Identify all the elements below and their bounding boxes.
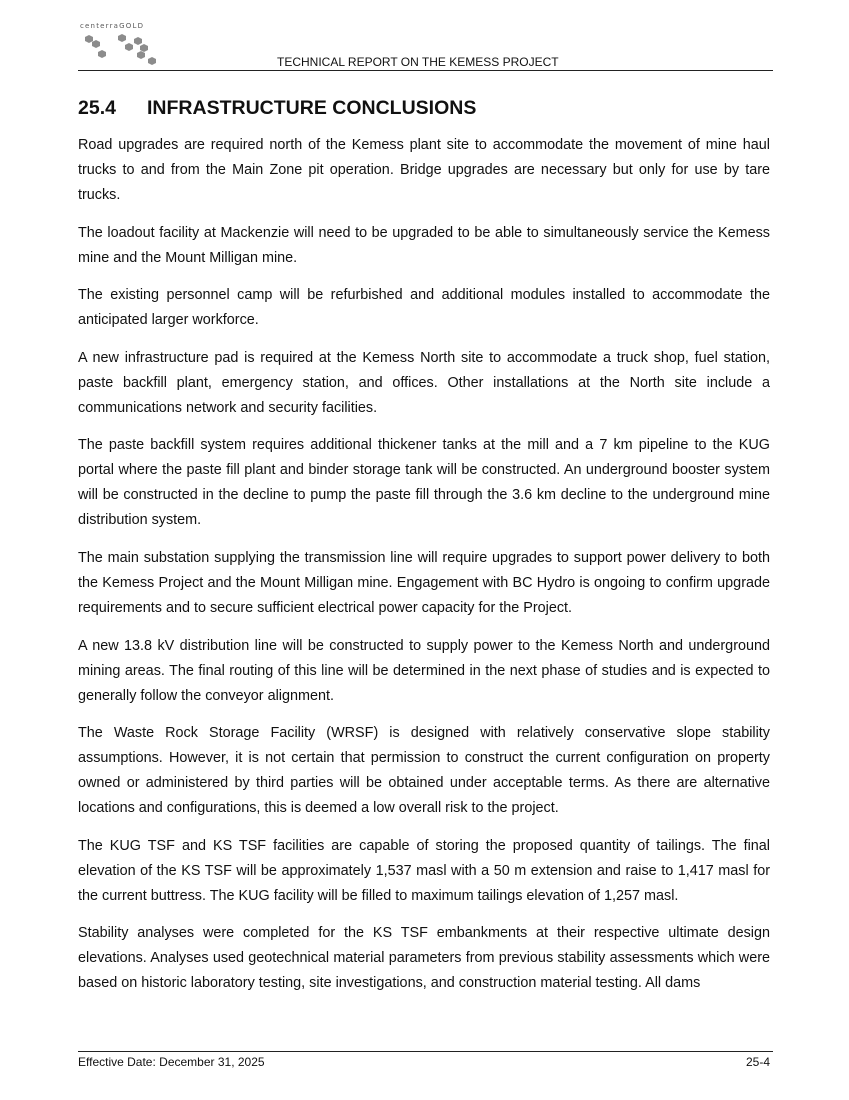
header-divider [78,70,773,71]
page-number: 25-4 [745,1055,770,1069]
section-number: 25.4 [78,97,116,119]
report-header-title: TECHNICAL REPORT ON THE KEMESS PROJECT [277,55,559,69]
paragraph-distribution-line: A new 13.8 kV distribution line will be constructed to supply power to the Kemess North and underground mining areas. The final routing of this line will be determined in the next phase of studies and is expected to generally follow the conveyor alignment. [78,637,770,704]
company-logo [80,22,170,68]
effective-date: Effective Date: December 31, 2025 [78,1055,265,1069]
paragraph-tsf-capacity: The KUG TSF and KS TSF facilities are capable of storing the proposed quantity of tailings. The final elevation of the KS TSF will be approximately 1,537 masl with a 50 m extension and raise to 1,417 masl for the current buttress. The KUG facility will be filled to maximum tailings elevation of 1,257 masl. [78,837,770,904]
paragraph-main-substation: The main substation supplying the transmission line will require upgrades to support power delivery to both the Kemess Project and the Mount Milligan mine. Engagement with BC Hydro is ongoing to confirm upgrade requirements and to secure sufficient electrical power capacity for the Project. [78,549,770,616]
paragraph-personnel-camp: The existing personnel camp will be refurbished and additional modules installed to accommodate the anticipated larger workforce. [78,287,770,329]
hexagon-cluster-icon [80,31,164,67]
paragraph-stability-analyses: Stability analyses were completed for the KS TSF embankments at their respective ultimate design elevations. Analyses used geotechnical material parameters from previous stability assessments which were based on historic laboratory testing, site investigations, and construction material testing. All dams [78,925,770,992]
main-content [78,97,770,1009]
logo-wordmark: centerraGOLD [80,22,145,30]
paragraph-paste-backfill: The paste backfill system requires additional thickener tanks at the mill and a 7 km pipeline to the KUG portal where the paste fill plant and binder storage tank will be constructed. An underground booster system will be constructed in the decline to pump the paste fill through the 3.6 km decline to the underground mine distribution system. [78,437,770,529]
paragraph-road-upgrades: Road upgrades are required north of the Kemess plant site to accommodate the movement of mine haul trucks to and from the Main Zone pit operation. Bridge upgrades are necessary but only for use by tare trucks. [78,137,770,203]
paragraph-wrsf: The Waste Rock Storage Facility (WRSF) is designed with relatively conservative slope stability assumptions. However, it is not certain that permission to construct the current configuration on property owned or administered by third parties will be obtained under acceptable terms. As there are alternative locations and configurations, this is deemed a low overall risk to the project. [78,725,770,817]
footer-divider [78,1051,773,1052]
section-title: INFRASTRUCTURE CONCLUSIONS [147,97,477,119]
paragraph-loadout-facility: The loadout facility at Mackenzie will need to be upgraded to be able to simultaneously service the Kemess mine and the Mount Milligan mine. [78,224,770,266]
section-heading [78,97,770,120]
paragraph-infrastructure-pad: A new infrastructure pad is required at the Kemess North site to accommodate a truck shop, fuel station, paste backfill plant, emergency station, and offices. Other installations at the North site include a communications network and security facilities. [78,349,770,416]
